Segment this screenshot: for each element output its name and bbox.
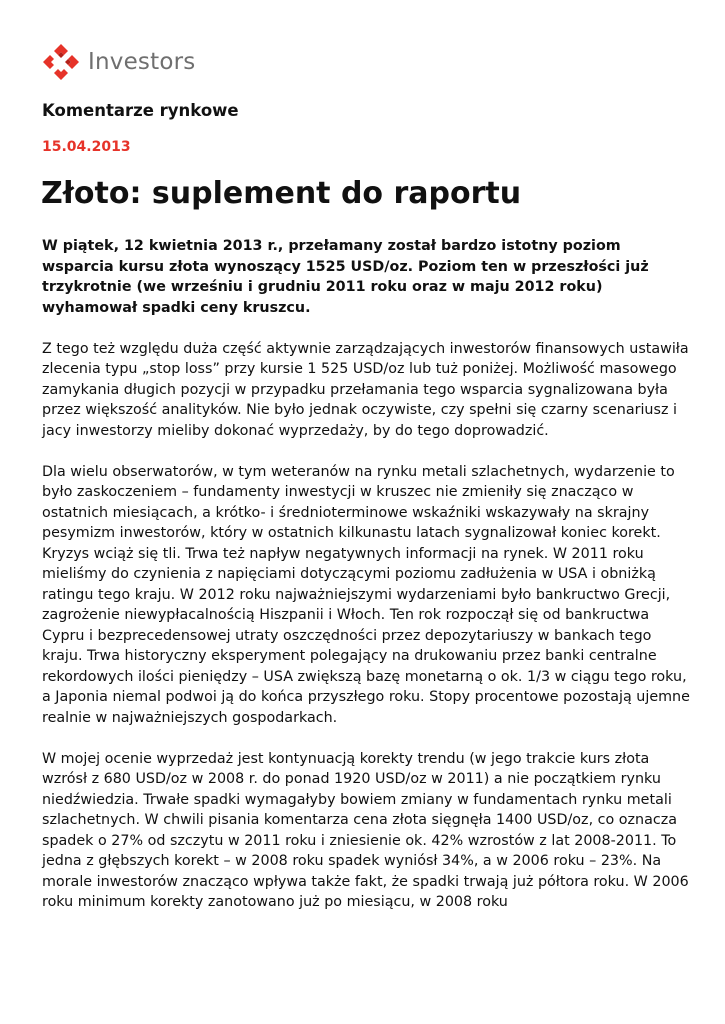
investors-logo[interactable] [41, 42, 195, 82]
investors-logo-icon [41, 42, 81, 82]
section-label: Komentarze rynkowe [42, 101, 239, 120]
lead-paragraph: W piątek, 12 kwietnia 2013 r., przełamany został bardzo istotny poziom wsparcia kursu złota wynoszący 1525 USD/oz. Poziom ten w przeszłości już trzykrotnie (we wrześniu i grudniu 2011 roku oraz w maju 2012 roku) wyhamował spadki ceny kruszcu. [42, 238, 649, 316]
publish-date: 15.04.2013 [42, 139, 131, 155]
page-title: Złoto: suplement do raportu [41, 176, 522, 211]
brand-name: Investors [88, 49, 196, 75]
body-paragraph: W mojej ocenie wyprzedaż jest kontynuacją korekty trendu (w jego trakcie kurs złota wzrósł z 680 USD/oz w 2008 r. do ponad 1920 USD/oz w 2011) a nie początkiem rynku niedźwiedzia. Trwałe spadki wymagałyby bowiem zmiany w fundamentach rynku metali szlachetnych. W chwili pisania komentarza cena złota sięgnęła 1400 USD/oz, co oznacza spadek o 27% od szczytu w 2011 roku i zniesienie ok. 42% wzrostów z lat 2008-2011. To jedna z głębszych korekt – w 2008 roku spadek wyniósł 34%, a w 2006 roku – 23%. Na morale inwestorów znacząco wpływa także fakt, że spadki trwają już półtora roku. W 2006 roku minimum korekty zanotowano już po miesiącu, w 2008 roku [42, 750, 689, 910]
body-paragraph: Dla wielu obserwatorów, w tym weteranów na rynku metali szlachetnych, wydarzenie to było zaskoczeniem – fundamenty inwestycji w kruszec nie zmieniły się znacząco w ostatnich miesiącach, a krótko- i średnioterminowe wskaźniki wskazywały na skrajny pesymizm inwestorów, który w ostatnich kilkunastu latach sygnalizował koniec korekt. Kryzys wciąż się tli. Trwa też napływ negatywnych informacji na rynek. W 2011 roku mieliśmy do czynienia z napięciami dotyczącymi poziomu zadłużenia w USA i obniżką ratingu tego kraju. W 2012 roku najważniejszymi wydarzeniami było bankructwo Grecji, zagrożenie niewypłacalnością Hiszpanii i Włoch. Ten rok rozpoczął się od bankructwa Cypru i bezprecedensowej utraty oszczędności przez depozytariuszy w bankach tego kraju. Trwa historyczny eksperyment polegający na drukowaniu przez banki centralne rekordowych ilości pieniędzy – USA zwiększą bazę monetarną o ok. 1/3 w ciągu tego roku, a Japonia niemal podwoi ją do końca przyszłego roku. Stopy procentowe pozostają ujemne realnie w najważniejszych gospodarkach. [42, 463, 690, 726]
article-body [42, 236, 690, 933]
body-paragraph: Z tego też względu duża część aktywnie zarządzających inwestorów finansowych ustawiła zlecenia typu „stop loss” przy kursie 1 525 USD/oz lub tuż poniżej. Możliwość masowego zamykania długich pozycji w przypadku przełamania tego wsparcia sygnalizowana była przez większość analityków. Nie było jednak oczywiste, czy spełni się czarny scenariusz i jacy inwestorzy mieliby dokonać wyprzedaży, by do tego doprowadzić. [42, 340, 689, 439]
